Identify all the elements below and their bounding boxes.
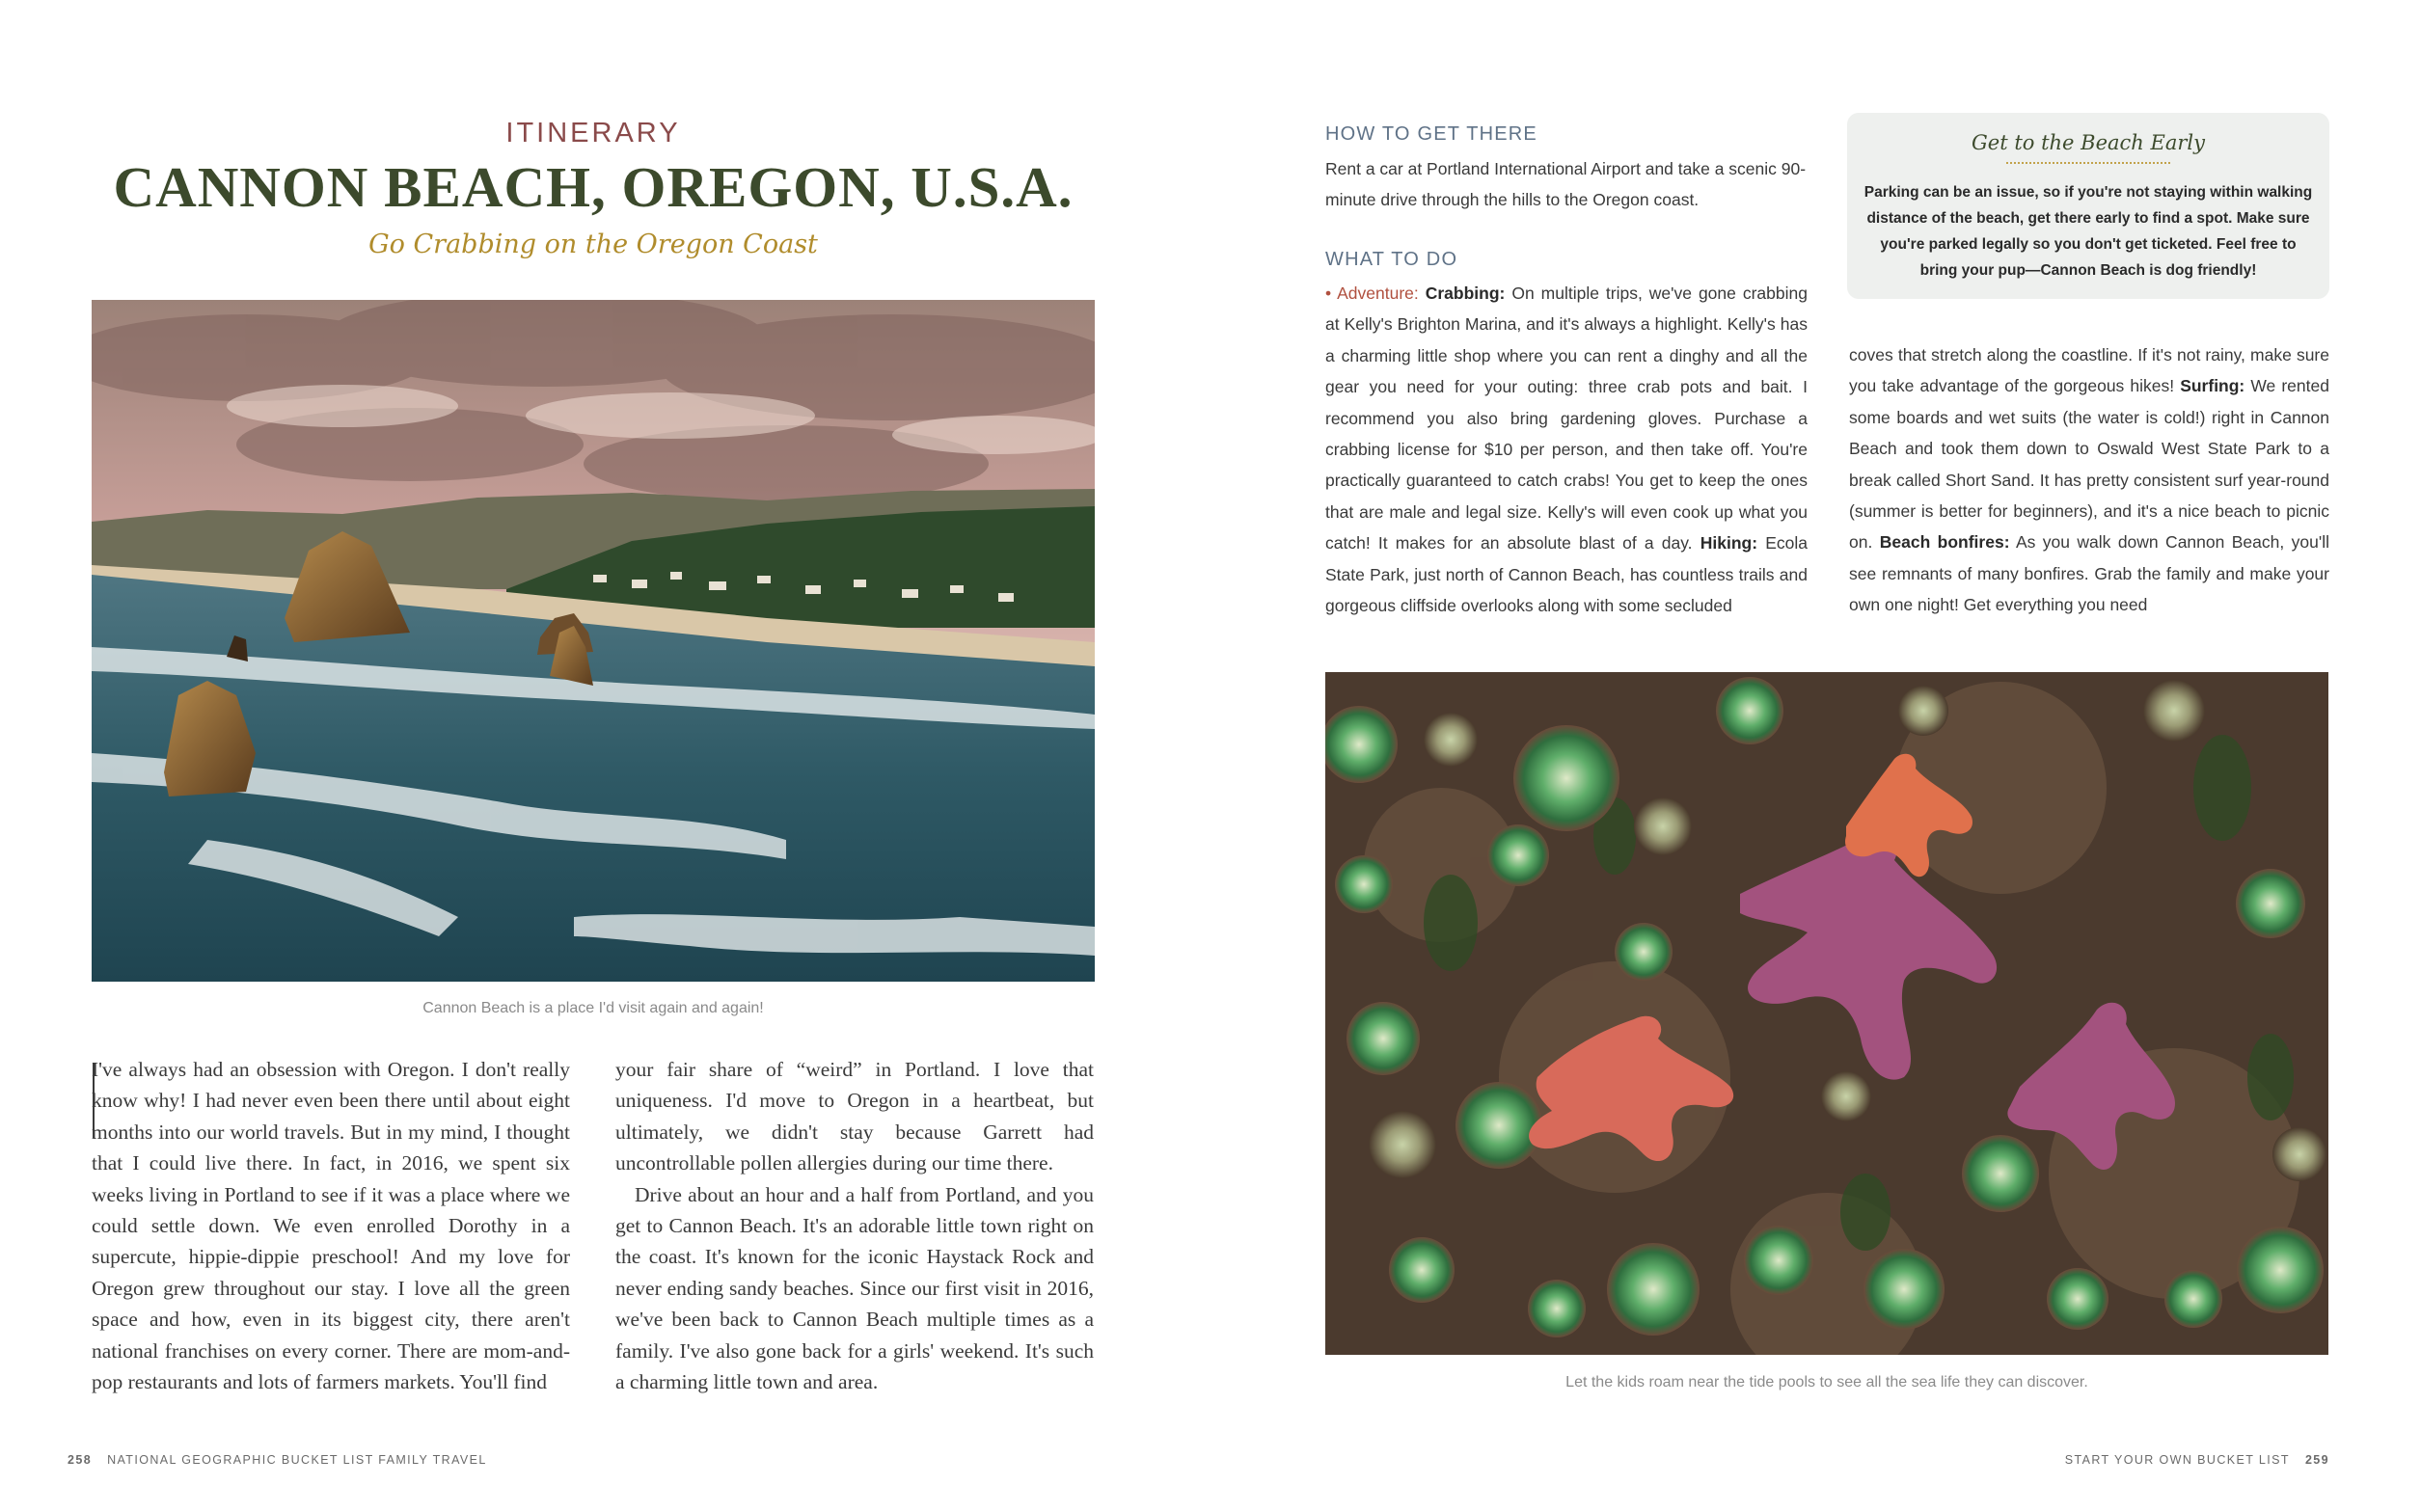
body-paragraph: your fair share of “weird” in Portland. I love that uniqueness. I'd move to Oregon in a heartbeat, but ultimately, we didn't stay because Garrett had uncontrollable pollen allergies during our time there. <box>615 1058 1094 1175</box>
body-paragraph: Drive about an hour and a half from Portland, and you get to Cannon Beach. It's an adorable little town right on the coast. It's known for the iconic Haystack Rock and never ending sandy beaches. Since our first visit in 2016, we've been back to Cannon Beach multiple times as a family. I've also gone back for a girls' weekend. It's such a charming little town and area. <box>615 1182 1094 1394</box>
page-subtitle: Go Crabbing on the Oregon Coast <box>368 230 818 259</box>
tip-text: Parking can be an issue, so if you're not staying within walking distance of the beach, get there early to find a spot. Make sure you're parked legally so you don't get ticketed. Feel free to bring your pup—Cannon Beach is dog friendly! <box>1863 184 2313 279</box>
how-to-get-there-heading: HOW TO GET THERE <box>1325 123 1537 145</box>
beach-bonfires-label: Beach bonfires: <box>1879 532 2010 553</box>
page-title: CANNON BEACH, OREGON, U.S.A. <box>113 155 1074 219</box>
cannon-beach-photo <box>92 300 1095 982</box>
running-footer: START YOUR OWN BUCKET LIST <box>2064 1453 2290 1467</box>
crabbing-label: Crabbing: <box>1425 284 1506 303</box>
surfing-text: We rented some boards and wet suits (the water is cold!) right in Cannon Beach and took them down to Oswald West State Park to a break called Short Sand. It has pretty consistent surf year-round (summer is better for beginners), and it's a nice beach to picnic on. <box>1849 376 2329 553</box>
hiking-text: Ecola State Park, just north of Cannon Beach, has countless trails and gorgeous cliffside overlooks along with some secluded <box>1325 533 1808 616</box>
what-to-do-heading: WHAT TO DO <box>1325 249 1458 270</box>
body-column-2 <box>615 1054 1094 1397</box>
hiking-label: Hiking: <box>1700 533 1758 554</box>
crabbing-text: On multiple trips, we've gone crabbing at Kelly's Brighton Marina, and it's always a highlight. Kelly's has a charming little shop where you can rent a dinghy and all the gear you need for your outing: three crab pots and bait. I recommend you also bring gardening gloves. Purchase a crabbing license for $10 per person, and then take off. You're practically guaranteed to catch crabs! You get to keep the ones that are male and legal size. Kelly's will even cook up what you catch! It makes for an absolute blast of a day. <box>1325 284 1808 554</box>
folio-left <box>68 1453 487 1467</box>
body-paragraph: I've always had an obsession with Oregon. I don't really know why! I had never even been there until about eight months into our world travels. But in my mind, I thought that I could live there. In fact, in 2016, we spent six weeks living in Portland to see if it was a place where we could settle down. We even enrolled Dorothy in a supercute, hippie-dippie preschool! And my love for Oregon grew throughout our stay. I love all the green space and how, even in its biggest city, there aren't national franchises on every corner. There are mom-and-pop restaurants and lots of farmers markets. You'll find <box>92 1058 570 1394</box>
folio-right <box>2065 1453 2329 1467</box>
hiking-text-continued: coves that stretch along the coastline. If it's not rainy, make sure you take advantage of the gorgeous hikes! <box>1849 345 2329 396</box>
tide-pool-photo <box>1325 672 2328 1355</box>
how-to-get-there-text: Rent a car at Portland International Airport and take a scenic 90-minute drive through the hills to the Oregon coast. <box>1325 159 1807 210</box>
page-number: 258 <box>68 1453 93 1467</box>
photo-caption-right: Let the kids roam near the tide pools to see all the sea life they can discover. <box>1565 1374 2088 1390</box>
body-column-1 <box>92 1054 570 1397</box>
beach-bonfires-text: As you walk down Cannon Beach, you'll see remnants of many bonfires. Grab the family and make your own one night! Get everything you need <box>1849 532 2329 615</box>
page-number: 259 <box>2304 1453 2329 1467</box>
itinerary-kicker: ITINERARY <box>505 118 681 148</box>
surfing-label: Surfing: <box>2180 376 2245 396</box>
tip-title: Get to the Beach Early <box>1972 131 2205 154</box>
running-footer: NATIONAL GEOGRAPHIC BUCKET LIST FAMILY TRAVEL <box>107 1453 487 1467</box>
tip-title-underline <box>2006 162 2170 164</box>
what-to-do-column-1 <box>1325 278 1808 621</box>
photo-caption-left: Cannon Beach is a place I'd visit again and again! <box>422 1000 764 1016</box>
adventure-bullet: • Adventure: <box>1325 284 1419 303</box>
what-to-do-column-2 <box>1849 339 2329 621</box>
